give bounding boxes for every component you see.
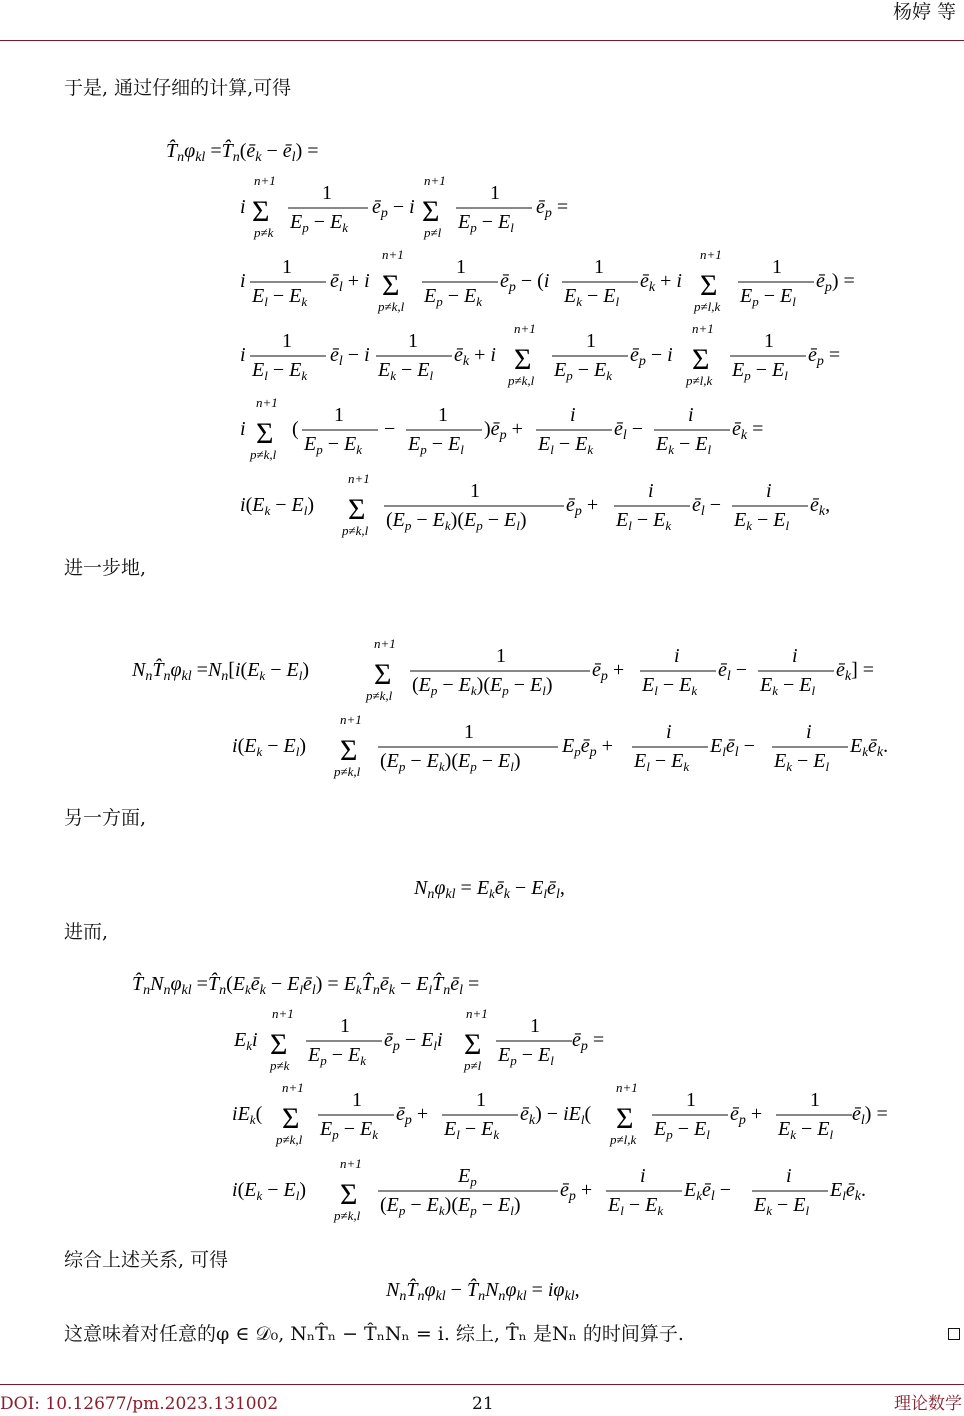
svg-text:ēk) − iEl(: $ē_k) - iE_l$( [520, 1103, 592, 1128]
svg-text:1: 1 [456, 256, 466, 278]
svg-text:ēk + i: $ē_k + i$ [640, 270, 682, 295]
svg-text:p≠l: p≠l [424, 225, 442, 240]
svg-text:)ēp +: )$ē_p$ + [484, 418, 523, 443]
svg-text:Ek − El: $E_k - E_l$ [656, 433, 712, 457]
svg-text:Ep − El: $E_p - E_l$ [654, 1118, 710, 1142]
svg-text:Ep − Ek: $E_p - E_k$ [290, 211, 348, 235]
svg-text:Σ: Σ [348, 493, 366, 526]
paragraph: 于是, 通过仔细的计算,可得 [64, 77, 292, 99]
svg-text:ēl −: $ē_l$ − [692, 494, 722, 519]
svg-text:ēp +: $ē_p$ + [592, 659, 625, 684]
svg-text:Σ: Σ [382, 269, 400, 302]
svg-text:Ep − Ek: $E_p - E_k$ [308, 1044, 366, 1068]
svg-text:El − Ek: $E_l - E_k$ [252, 285, 308, 309]
svg-text:ēp =: $ē_p$ = [572, 1029, 605, 1054]
svg-text:Σ: Σ [256, 417, 274, 450]
svg-text:Σ: Σ [340, 1178, 358, 1211]
svg-text:n+1: n+1 [340, 712, 362, 727]
svg-text:ēp +: $ē_p$ + [566, 494, 599, 519]
svg-text:El − Ek: $E_l - E_k$ [538, 433, 594, 457]
svg-text:Epēp +: $E_pē_p$ + [562, 735, 613, 760]
svg-text:1: 1 [352, 1089, 362, 1111]
svg-text:i: i [240, 344, 246, 366]
svg-text:p≠k,l: p≠k,l [366, 688, 393, 703]
svg-text:Ek − El: $E_k - E_l$ [734, 509, 790, 533]
svg-text:Ep − El: $E_p - E_l$ [458, 211, 514, 235]
svg-text:i(Ek − El): $i(E_k - E_l)$ [232, 1179, 307, 1203]
svg-text:ēk,: $ē_k$, [810, 494, 831, 519]
svg-text:T̂nφkl =T̂n(ēk − ēl) =: $T̂_n\varphi_{kl}$ $=T̂_n(ē_k$ − $ē_l$) = [166, 140, 319, 165]
svg-text:Σ: Σ [422, 195, 440, 228]
svg-text:p≠k: p≠k [254, 225, 274, 240]
svg-text:1: 1 [340, 1015, 350, 1037]
svg-text:i(Ek − El): $i(E_k - E_l)$ [232, 735, 307, 759]
svg-text:Ek − El: $E_k - E_l$ [778, 1118, 834, 1142]
svg-text:n+1: n+1 [382, 247, 404, 262]
svg-text:Ekēk.: $E_kē_k$. [850, 735, 889, 760]
svg-text:(Ep − Ek)(Ep − El): $(E_p - E_k)(E_p - E_l)$ [380, 1194, 521, 1218]
svg-text:n+1: n+1 [466, 1006, 488, 1021]
svg-text:p≠k,l: p≠k,l [378, 299, 405, 314]
svg-text:Σ: Σ [700, 269, 718, 302]
svg-text:1: 1 [586, 330, 596, 352]
svg-text:i: i [240, 418, 246, 440]
svg-text:Elēk.: $E_lē_k$. [830, 1179, 866, 1204]
svg-text:n+1: n+1 [692, 321, 714, 336]
svg-text:i: i [766, 480, 772, 502]
svg-text:Σ: Σ [252, 195, 270, 228]
svg-text:Ep − Ek: $E_p - E_k$ [554, 359, 612, 383]
svg-text:i: i [666, 721, 672, 743]
svg-text:i: i [240, 196, 246, 218]
svg-text:ēk =: $ē_k$ = [732, 418, 764, 443]
svg-text:Ek − El: $E_k - E_l$ [564, 285, 620, 309]
footer-doi[interactable]: DOI: 10.12677/pm.2023.131002 [0, 1394, 279, 1414]
svg-text:ēl − i: $ē_l - i$ [330, 344, 370, 369]
svg-text:ēp − Eli: $ē_p - E_li$ [384, 1029, 443, 1054]
svg-text:1: 1 [496, 645, 506, 667]
svg-text:ēp +: $ē_p$ + [560, 1179, 593, 1204]
svg-text:n+1: n+1 [374, 636, 396, 651]
svg-text:1: 1 [464, 721, 474, 743]
svg-text:p≠l: p≠l [464, 1058, 482, 1073]
svg-text:ēl + i: $ē_l + i$ [330, 270, 370, 295]
svg-text:Ep − El: $E_p - E_l$ [732, 359, 788, 383]
svg-text:n+1: n+1 [348, 471, 370, 486]
svg-text:p≠l,k: p≠l,k [686, 373, 713, 388]
footer-rule [0, 1384, 964, 1385]
equation-3 [0, 870, 964, 904]
svg-text:i: i [240, 270, 246, 292]
svg-text:p≠k,l: p≠k,l [334, 1208, 361, 1223]
svg-text:ēp − (i: $ē_p - (i$ [500, 270, 550, 295]
svg-text:1: 1 [476, 1089, 486, 1111]
equation-5 [0, 1272, 964, 1306]
svg-text:Nnφkl = Ekēk − Elēl,: $N_n\varphi_{kl}$ = $E_kē_k$ − $E_lē_l$, [414, 877, 565, 902]
svg-text:(Ep − Ek)(Ep − El): $(E_p - E_k)(E_p - E_l)$ [386, 509, 527, 533]
svg-text:n+1: n+1 [256, 395, 278, 410]
svg-text:El − Ek: $E_l - E_k$ [642, 674, 698, 698]
svg-text:Ek − El: $E_k - E_l$ [760, 674, 816, 698]
svg-text:Ep: $E_p$ [458, 1165, 477, 1189]
svg-text:iEk(: $iE_k$( [232, 1103, 263, 1127]
svg-text:Σ: Σ [692, 343, 710, 376]
svg-text:Ekēl −: $E_kē_l$ − [684, 1179, 732, 1204]
svg-text:1: 1 [408, 330, 418, 352]
svg-text:n+1: n+1 [424, 173, 446, 188]
svg-text:ēl) =: $ē_l$) = [852, 1103, 888, 1128]
svg-text:Σ: Σ [340, 734, 358, 767]
svg-text:n+1: n+1 [340, 1156, 362, 1171]
svg-text:1: 1 [764, 330, 774, 352]
svg-text:ēp) =: $ē_p$) = [816, 270, 855, 295]
svg-text:1: 1 [686, 1089, 696, 1111]
svg-text:i(Ek − El): $i(E_k - E_l)$ [240, 494, 315, 518]
svg-text:1: 1 [282, 256, 292, 278]
svg-text:El − Ek: $E_l - E_k$ [444, 1118, 500, 1142]
svg-text:1: 1 [334, 404, 344, 426]
header-author: 杨婷 等 [892, 1, 956, 23]
svg-text:(Ep − Ek)(Ep − El): $(E_p - E_k)(E_p - E_l)$ [412, 674, 553, 698]
svg-text:n+1: n+1 [254, 173, 276, 188]
svg-text:1: 1 [490, 182, 500, 204]
svg-text:−: − [384, 418, 396, 440]
svg-text:p≠k,l: p≠k,l [250, 447, 277, 462]
svg-text:T̂nNnφkl =T̂n(Ekēk − Elēl) = E: $T̂_nN_n\varphi_{kl}$ $=T̂_n(E_kē_k$ − $E_lē_l$) = $E_kT̂_nē_k$ − $E_lT̂_nē_l$ = [132, 973, 480, 998]
paragraph: 这意味着对任意的φ ∈ 𝒟₀, NₙT̂ₙ − T̂ₙNₙ = i. 综上, T̂ₙ 是Nₙ 的时间算子. [64, 1323, 684, 1345]
svg-text:(: ( [292, 418, 299, 440]
svg-text:Ek − El: $E_k - E_l$ [378, 359, 434, 383]
svg-text:1: 1 [772, 256, 782, 278]
svg-text:i: i [792, 645, 798, 667]
svg-text:ēp =: $ē_p$ = [808, 344, 841, 369]
svg-text:Σ: Σ [464, 1028, 482, 1061]
footer-journal: 理论数学 [894, 1394, 962, 1414]
paragraph: 进而, [64, 921, 109, 943]
svg-text:p≠k,l: p≠k,l [342, 523, 369, 538]
svg-text:ēk + i: $ē_k + i$ [454, 344, 496, 369]
svg-text:i: i [806, 721, 812, 743]
svg-text:n+1: n+1 [700, 247, 722, 262]
svg-text:p≠k,l: p≠k,l [334, 764, 361, 779]
svg-text:i: i [786, 1165, 792, 1187]
equation-block-2 [0, 630, 964, 790]
svg-text:ēp +: $ē_p$ + [730, 1103, 763, 1128]
svg-text:Σ: Σ [374, 658, 392, 691]
qed-square [948, 1328, 960, 1340]
svg-text:Σ: Σ [616, 1102, 634, 1135]
svg-text:ēp +: $ē_p$ + [396, 1103, 429, 1128]
svg-text:Ek − El: $E_k - E_l$ [774, 750, 830, 774]
svg-text:NnT̂nφkl − T̂nNnφkl = iφkl,: $N_nT̂_n\varphi_{kl}$ − $T̂_nN_n\varphi_{kl} = i\varphi_{kl}$, [386, 1279, 580, 1304]
svg-text:NnT̂nφkl =Nn[i(Ek − El): $N_nT̂_n\varphi_{kl} =N_n[i(E_k - E_l)$ [132, 659, 309, 684]
svg-text:Ep − Ek: $E_p - E_k$ [424, 285, 482, 309]
svg-text:El − Ek: $E_l - E_k$ [608, 1194, 664, 1218]
svg-text:i: i [688, 404, 694, 426]
svg-text:n+1: n+1 [282, 1080, 304, 1095]
svg-text:El − Ek: $E_l - E_k$ [634, 750, 690, 774]
svg-text:i: i [674, 645, 680, 667]
svg-text:ēl −: $ē_l$ − [614, 418, 644, 443]
svg-text:El − Ek: $E_l - E_k$ [616, 509, 672, 533]
svg-text:El − Ek: $E_l - E_k$ [252, 359, 308, 383]
svg-text:Ep − Ek: $E_p - E_k$ [320, 1118, 378, 1142]
header-rule [0, 40, 964, 41]
equation-block-1 [0, 125, 964, 545]
paragraph: 另一方面, [64, 807, 147, 829]
svg-text:p≠l,k: p≠l,k [610, 1132, 637, 1147]
svg-text:Elēl −: $E_lē_l$ − [710, 735, 755, 760]
svg-text:1: 1 [530, 1015, 540, 1037]
svg-text:p≠l,k: p≠l,k [694, 299, 721, 314]
svg-text:Σ: Σ [282, 1102, 300, 1135]
svg-text:i: i [640, 1165, 646, 1187]
svg-text:ēk] =: $ē_k$] = [836, 659, 875, 684]
svg-text:1: 1 [438, 404, 448, 426]
svg-text:i: i [648, 480, 654, 502]
svg-text:i: i [570, 404, 576, 426]
svg-text:1: 1 [322, 182, 332, 204]
svg-text:n+1: n+1 [272, 1006, 294, 1021]
svg-text:p≠k,l: p≠k,l [276, 1132, 303, 1147]
svg-text:n+1: n+1 [616, 1080, 638, 1095]
svg-text:Ek − El: $E_k - E_l$ [754, 1194, 810, 1218]
svg-text:(Ep − Ek)(Ep − El): $(E_p - E_k)(E_p - E_l)$ [380, 750, 521, 774]
svg-text:Ep − El: $E_p - E_l$ [498, 1044, 554, 1068]
paragraph: 进一步地, [64, 557, 147, 579]
svg-text:ēp − i: $ē_p - i$ [630, 344, 673, 369]
svg-text:ēl −: $ē_l$ − [718, 659, 748, 684]
equation-block-4 [0, 962, 964, 1232]
svg-text:n+1: n+1 [514, 321, 536, 336]
footer-page-number: 21 [472, 1394, 494, 1414]
svg-text:1: 1 [282, 330, 292, 352]
svg-text:Ep − El: $E_p - E_l$ [740, 285, 796, 309]
svg-text:p≠k: p≠k [270, 1058, 290, 1073]
svg-text:Ep − El: $E_p - E_l$ [408, 433, 464, 457]
svg-text:Σ: Σ [514, 343, 532, 376]
svg-text:Ep − Ek: $E_p - E_k$ [304, 433, 362, 457]
paragraph: 综合上述关系, 可得 [64, 1249, 229, 1271]
svg-text:ēp − i: $ē_p - i$ [372, 196, 415, 221]
svg-text:Eki: $E_ki$ [234, 1029, 258, 1053]
svg-text:1: 1 [470, 480, 480, 502]
svg-text:1: 1 [810, 1089, 820, 1111]
svg-text:1: 1 [594, 256, 604, 278]
svg-text:p≠k,l: p≠k,l [508, 373, 535, 388]
svg-text:Σ: Σ [270, 1028, 288, 1061]
svg-text:ēp =: $ē_p$ = [536, 196, 569, 221]
